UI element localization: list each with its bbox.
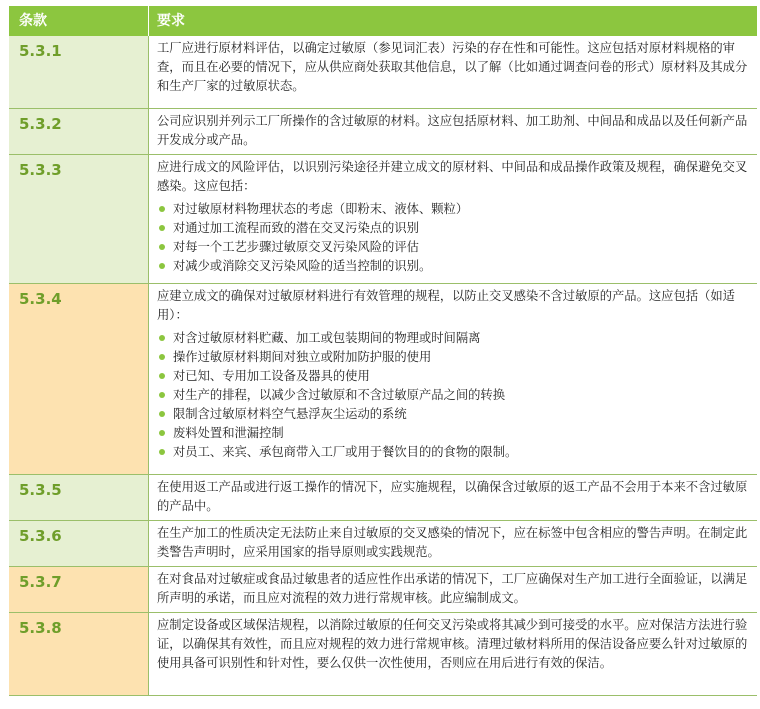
bullet-text: 对员工、来宾、承包商带入工厂或用于餐饮目的的食物的限制。 bbox=[173, 445, 518, 459]
requirement-text: 工厂应进行原材料评估，以确定过敏原（参见词汇表）污染的存在性和可能性。这应包括对原材料规格的审查，而且在必要的情况下，应从供应商处获取其他信息，以了解（比如通过调查问卷的形式）原材料及其成分和生产厂家的过敏原状态。 bbox=[157, 41, 748, 93]
bullet-list bbox=[157, 200, 749, 276]
requirement-cell bbox=[149, 284, 757, 474]
requirement-text: 在使用返工产品或进行返工操作的情况下，应实施规程，以确保含过敏原的返工产品不会用于本来不含过敏原的产品中。 bbox=[157, 480, 748, 513]
bullet-text: 对通过加工流程而致的潜在交叉污染点的识别 bbox=[173, 221, 419, 235]
requirement-text: 在对食品对过敏症或食品过敏患者的适应性作出承诺的情况下，工厂应确保对生产加工进行全面验证，以满足所声明的承诺，而且应对流程的效力进行常规审核。此应编制成文。 bbox=[157, 572, 748, 605]
bullet-text: 限制含过敏原材料空气悬浮灰尘运动的系统 bbox=[173, 407, 407, 421]
clause-number: 5.3.7 bbox=[9, 567, 149, 612]
requirement-cell bbox=[149, 567, 757, 612]
requirement-text: 应建立成文的确保对过敏原材料进行有效管理的规程，以防止交叉感染不含过敏原的产品。这应包括（如适用）： bbox=[157, 289, 735, 322]
table-row bbox=[9, 36, 757, 109]
bullet-item bbox=[157, 348, 749, 367]
table-row bbox=[9, 613, 757, 696]
bullet-item bbox=[157, 200, 749, 219]
bullet-text: 操作过敏原材料期间对独立或附加防护服的使用 bbox=[173, 350, 432, 364]
clause-number: 5.3.5 bbox=[9, 475, 149, 520]
table-row bbox=[9, 567, 757, 613]
bullet-item bbox=[157, 329, 749, 348]
requirements-table bbox=[9, 6, 757, 696]
requirement-cell bbox=[149, 36, 757, 108]
bullet-dot-icon bbox=[159, 373, 165, 379]
requirement-text: 在生产加工的性质决定无法防止来自过敏原的交叉感染的情况下，应在标签中包含相应的警告声明。在制定此类警告声明时，应采用国家的指导原则或实践规范。 bbox=[157, 526, 748, 559]
bullet-text: 对生产的排程，以减少含过敏原和不含过敏原产品之间的转换 bbox=[173, 388, 506, 402]
bullet-dot-icon bbox=[159, 354, 165, 360]
header-clause: 条款 bbox=[9, 6, 149, 36]
table-row bbox=[9, 155, 757, 284]
bullet-item bbox=[157, 443, 749, 462]
bullet-text: 对已知、专用加工设备及器具的使用 bbox=[173, 369, 370, 383]
requirement-text: 应进行成文的风险评估，以识别污染途径并建立成文的原材料、中间品和成品操作政策及规程，确保避免交叉感染。这应包括： bbox=[157, 160, 748, 193]
bullet-dot-icon bbox=[159, 206, 165, 212]
bullet-list bbox=[157, 329, 749, 462]
bullet-item bbox=[157, 405, 749, 424]
clause-number: 5.3.3 bbox=[9, 155, 149, 283]
bullet-dot-icon bbox=[159, 392, 165, 398]
clause-number: 5.3.2 bbox=[9, 109, 149, 154]
requirement-cell bbox=[149, 613, 757, 695]
clause-number: 5.3.6 bbox=[9, 521, 149, 566]
requirement-cell bbox=[149, 109, 757, 154]
bullet-dot-icon bbox=[159, 430, 165, 436]
requirement-cell bbox=[149, 521, 757, 566]
bullet-item bbox=[157, 257, 749, 276]
bullet-dot-icon bbox=[159, 263, 165, 269]
table-header bbox=[9, 6, 757, 36]
table-row bbox=[9, 521, 757, 567]
table-row bbox=[9, 475, 757, 521]
bullet-dot-icon bbox=[159, 449, 165, 455]
requirement-text: 应制定设备或区域保洁规程，以消除过敏原的任何交叉污染或将其减少到可接受的水平。应对保洁方法进行验证，以确保其有效性，而且应对规程的效力进行常规审核。清理过敏材料所用的保洁设备应要么针对过敏原的使用具备可识别性和针对性，要么仅供一次性使用，否则应在用后进行有效的保洁。 bbox=[157, 618, 748, 670]
clause-number: 5.3.8 bbox=[9, 613, 149, 695]
clause-number: 5.3.1 bbox=[9, 36, 149, 108]
requirement-cell bbox=[149, 155, 757, 283]
header-requirement: 要求 bbox=[157, 13, 185, 29]
table-row bbox=[9, 109, 757, 155]
bullet-item bbox=[157, 386, 749, 405]
requirement-cell bbox=[149, 475, 757, 520]
bullet-text: 对过敏原材料物理状态的考虑（即粉末、液体、颗粒） bbox=[173, 202, 469, 216]
table-body bbox=[9, 36, 757, 696]
requirement-text: 公司应识别并列示工厂所操作的含过敏原的材料。这应包括原材料、加工助剂、中间品和成品以及任何新产品开发成分或产品。 bbox=[157, 114, 748, 147]
bullet-item bbox=[157, 367, 749, 386]
bullet-dot-icon bbox=[159, 335, 165, 341]
bullet-item bbox=[157, 424, 749, 443]
bullet-dot-icon bbox=[159, 225, 165, 231]
bullet-text: 对减少或消除交叉污染风险的适当控制的识别。 bbox=[173, 259, 432, 273]
clause-number: 5.3.4 bbox=[9, 284, 149, 474]
bullet-text: 对含过敏原材料贮藏、加工或包装期间的物理或时间隔离 bbox=[173, 331, 481, 345]
bullet-item bbox=[157, 238, 749, 257]
bullet-text: 对每一个工艺步骤过敏原交叉污染风险的评估 bbox=[173, 240, 419, 254]
table-row bbox=[9, 284, 757, 475]
bullet-item bbox=[157, 219, 749, 238]
bullet-text: 废料处置和泄漏控制 bbox=[173, 426, 284, 440]
bullet-dot-icon bbox=[159, 411, 165, 417]
bullet-dot-icon bbox=[159, 244, 165, 250]
